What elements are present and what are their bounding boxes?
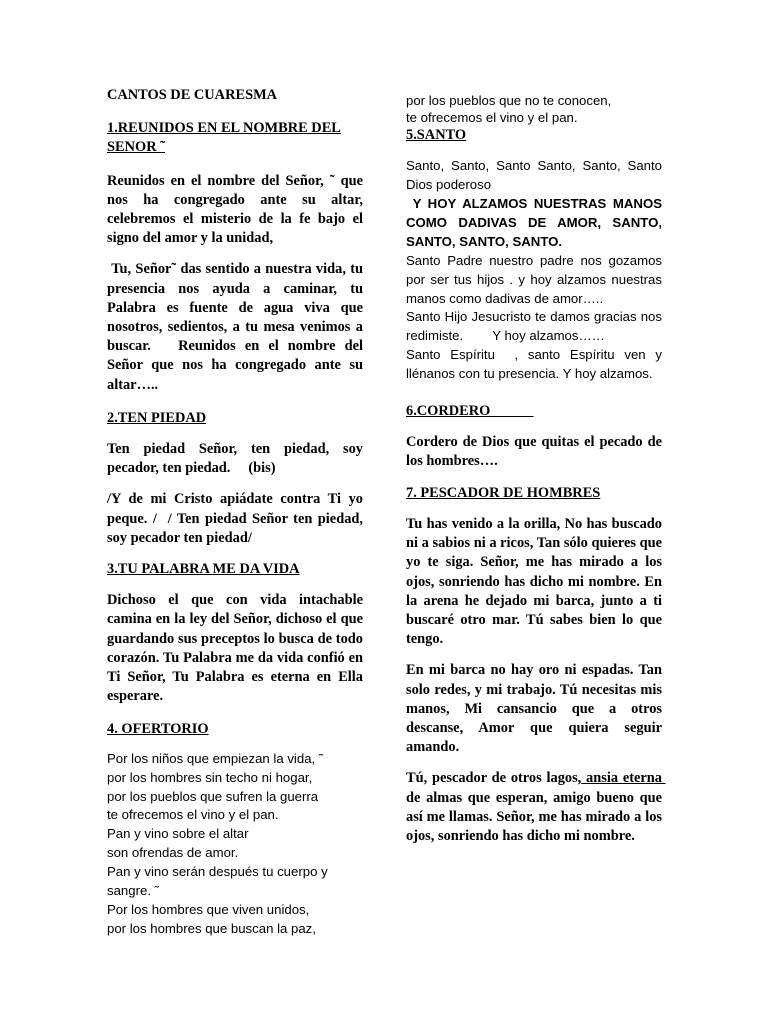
song-5-verse-hijo: Santo Hijo Jesucristo te damos gracias nos redimiste. Y hoy alzamos…… (406, 309, 666, 344)
song-2-verse-2: /Y de mi Cristo apiádate contra Ti yo peque. / / Ten piedad Señor ten piedad, soy pecador ten piedad/ (107, 491, 367, 546)
song-7-verse-3-start: Tú, pescador de otros lagos, (406, 770, 582, 787)
song-6-verse-1: Cordero de Dios que quitas el pecado de los hombres…. (406, 434, 662, 470)
lyric-line: Pan y vino serán después tu cuerpo y (107, 864, 328, 880)
song-5-chorus: Y HOY ALZAMOS NUESTRAS MANOS COMO DADIVAS DE AMOR, SANTO, SANTO, SANTO, SANTO. (406, 196, 666, 249)
song-7-verse-1: Tu has venido a la orilla, No has buscado ni a sabios ni a ricos, Tan sólo quieres que yo te siga. Señor, me has mirado a los ojos, sonriendo has dicho mi nombre. En la arena he dejado mi barca, junto a ti buscaré otro mar. Tú sabes bien lo que tengo. (406, 515, 662, 648)
lyric-line: son ofrendas de amor. (107, 845, 239, 861)
song-5-heading: 5.SANTO (406, 127, 467, 143)
song-5-line-1: Santo, Santo, Santo Santo, Santo, Santo Dios poderoso (406, 158, 662, 193)
song-4-lyrics (107, 750, 363, 939)
lyric-line: por los pueblos que no te conocen, (406, 93, 612, 108)
song-3-verse-1: Dichoso el que con vida intachable camina en la ley del Señor, dichoso el que guardando sus preceptos lo busca de todo corazón. Tu Palabra me da vida confió en Ti Señor, Tu Palabra es eterna en Ella esperare. (107, 592, 363, 705)
song-2-heading: 2.TEN PIEDAD (107, 409, 207, 426)
song-6-heading (406, 402, 662, 421)
lyric-line: Pan y vino sobre el altar (107, 826, 249, 842)
lyric-line: te ofrecemos el vino y el pan. (406, 110, 578, 125)
song-1-verse-1: Reunidos en el nombre del Señor, ˜ que nos ha congregado ante su altar, celebremos el misterio de la fe bajo el signo del amor y la unidad, (107, 172, 363, 247)
lyric-line: te ofrecemos el vino y el pan. (107, 807, 279, 823)
lyric-line: sangre. ˜ (107, 883, 160, 899)
song-7-verse-3 (406, 769, 666, 846)
lyric-line: Por los niños que empiezan la vida, ˜ (107, 750, 324, 766)
heading-underline-pad (490, 403, 533, 419)
song-3-heading: 3.TU PALABRA ME DA VIDA (107, 561, 300, 578)
song-7-verse-2: En mi barca no hay oro ni espadas. Tan solo redes, y mi trabajo. Tú necesitas mis manos, Mi cansancio que a otros descanse, Amor que quiera seguir amando. (406, 662, 662, 756)
left-column (107, 86, 367, 939)
song-5-verse-espiritu: Santo Espíritu , santo Espíritu ven y llénanos con tu presencia. Y hoy alzamos. (406, 347, 666, 382)
song-7-verse-3-underlined: ansia eterna (581, 770, 666, 787)
song-7-heading: 7. PESCADOR DE HOMBRES (406, 484, 601, 501)
song-7-verse-3-end: de almas que esperan, amigo bueno que así me llamas. Señor, me has mirado a los ojos, sonriendo has dicho mi nombre. (406, 789, 662, 844)
song-4-heading: 4. OFERTORIO (107, 721, 209, 738)
song-2-verse-1: Ten piedad Señor, ten piedad, soy pecador, ten piedad. (bis) (107, 441, 367, 477)
lyric-line: por los pueblos que sufren la guerra (107, 788, 319, 804)
song-1-heading: 1.REUNIDOS EN EL NOMBRE DEL SENOR ˜ (107, 120, 341, 156)
song-4-lyrics-continued (406, 92, 662, 126)
right-column (406, 92, 666, 846)
lyric-line: Por los hombres que viven unidos, (107, 901, 310, 917)
song-6-heading-text: 6.CORDERO (406, 403, 491, 420)
lyric-line: por los hombres sin techo ni hogar, (107, 769, 313, 785)
page-title: CANTOS DE CUARESMA (107, 87, 278, 103)
song-5-verse-padre: Santo Padre nuestro padre nos gozamos por ser tus hijos . y hoy alzamos nuestras manos como dadivas de amor….. (406, 252, 662, 306)
lyric-line: por los hombres que buscan la paz, (107, 920, 316, 936)
song-1-verse-2: Tu, Señor˜ das sentido a nuestra vida, tu presencia nos ayuda a caminar, tu Palabra es fuente de agua viva que nosotros, sedientos, a tu mesa venimos a buscar. Reunidos en el nombre del Señor que nos ha congregado ante su altar….. (107, 261, 367, 393)
